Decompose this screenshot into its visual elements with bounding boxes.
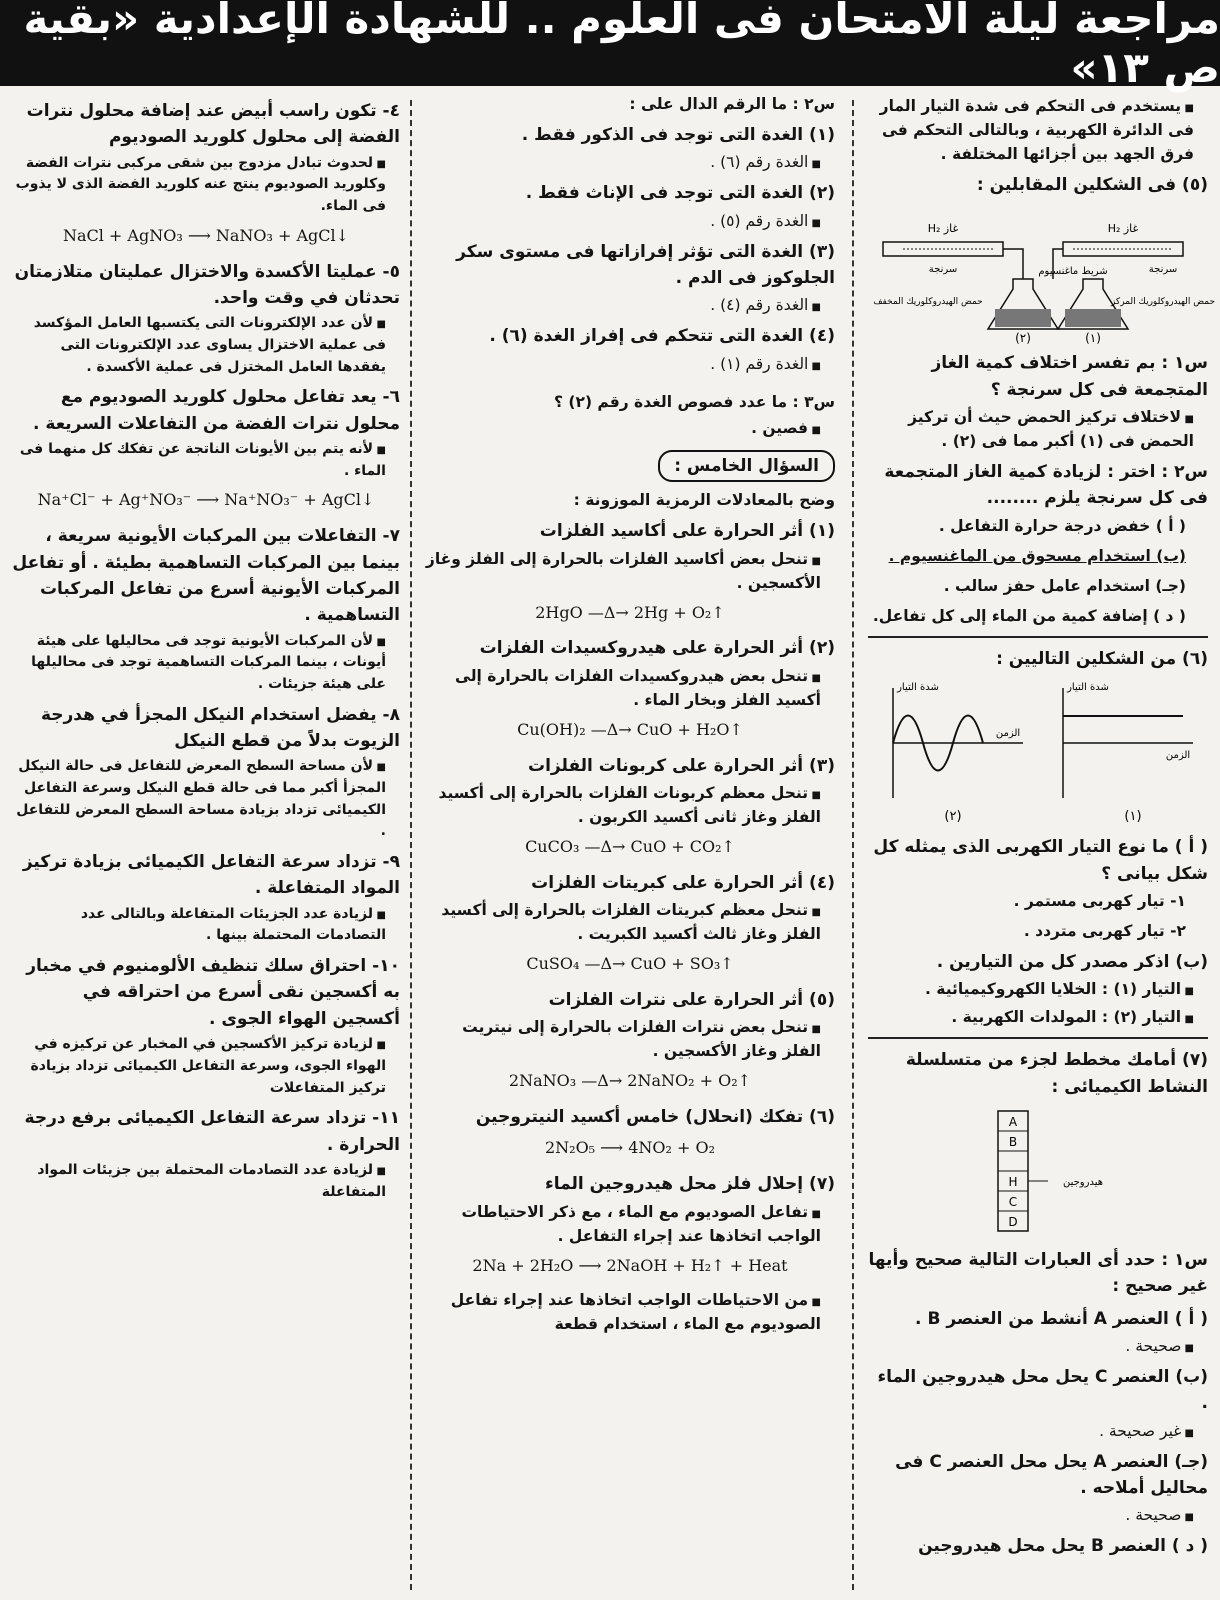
q5-s2-question: س٢ : اختر : لزيادة كمية الغاز المتجمعة فى كل سرنجة يلزم ........ bbox=[884, 462, 1208, 509]
q6a-answer: ١- تيار كهربى مستمر . bbox=[1013, 891, 1186, 910]
q7-item-answer: ■ صحيحة . bbox=[868, 1503, 1194, 1527]
fifth-item-title: (٣) أثر الحرارة على كربونات الفلزات bbox=[528, 755, 835, 776]
fifth-item-title: (٧) إحلال فلز محل هيدروجين الماء bbox=[545, 1174, 835, 1195]
q6b-answer: ■ التيار (٢) : المولدات الكهربية . bbox=[868, 1005, 1194, 1029]
fifth-item bbox=[425, 518, 835, 625]
s2-item-question: (٢) الغدة التى توجد فى الإناث فقط . bbox=[525, 183, 835, 204]
right-column bbox=[868, 92, 1216, 1592]
s2-question: س٢ : ما الرقم الدال على : bbox=[629, 95, 835, 113]
q7-item-question: ( أ ) العنصر A أنشط من العنصر B . bbox=[915, 1308, 1208, 1329]
s2-item-question: (٣) الغدة التى تؤثر إفرازاتها فى مستوى سكر الجلوكوز فى الدم . bbox=[456, 241, 835, 289]
q7-item-question: ( د ) العنصر B يحل محل هيدروجين bbox=[918, 1536, 1208, 1557]
middle-column bbox=[425, 92, 835, 1592]
reason-title: ٥- عمليتا الأكسدة والاختزال عمليتان متلازمتان تحدثان في وقت واحد. bbox=[14, 261, 400, 308]
activity-series-figure bbox=[938, 1106, 1138, 1241]
s2-item-answer: ■ الغدة رقم (٤) . bbox=[425, 293, 821, 317]
hydrogen-label: هيدروجين bbox=[1062, 1176, 1104, 1188]
fifth-item bbox=[425, 987, 835, 1094]
fifth-item-equation: CuSO₄ —Δ→ CuO + SO₃↑ bbox=[526, 954, 734, 974]
fifth-item-desc: ■ تفاعل الصوديوم مع الماء ، مع ذكر الاحتياطات الواجب اتخاذها عند إجراء التفاعل . bbox=[425, 1200, 821, 1248]
content-columns bbox=[0, 92, 1220, 1592]
q7-s1-question: س١ : حدد أى العبارات التالية صحيح وأيها غير صحيح : bbox=[868, 1249, 1208, 1297]
reason-title: ١٠- احتراق سلك تنظيف الألومنيوم في مخبار به أكسجين نقى أسرع من احتراقه في أكسجين الهواء الجوى . bbox=[26, 956, 400, 1029]
fifth-item-title: (٥) أثر الحرارة على نترات الفلزات bbox=[548, 989, 835, 1010]
fifth-item bbox=[425, 870, 835, 977]
fifth-item-equation: 2N₂O₅ ⟶ 4NO₂ + O₂ bbox=[544, 1138, 716, 1158]
fifth-item bbox=[425, 1104, 835, 1161]
fig5-label-2: (٢) bbox=[1015, 331, 1031, 346]
s3-answer: ■ فصين . bbox=[425, 416, 821, 440]
s2-item-answer: ■ الغدة رقم (٥) . bbox=[425, 209, 821, 233]
fifth-item-title: (٢) أثر الحرارة على هيدروكسيدات الفلزات bbox=[479, 638, 835, 659]
fig5-label-1: (١) bbox=[1085, 331, 1101, 346]
fifth-question-heading: السؤال الخامس : bbox=[658, 450, 835, 482]
fifth-item-equation: CuCO₃ —Δ→ CuO + CO₂↑ bbox=[525, 836, 735, 856]
column-divider bbox=[852, 100, 854, 1590]
fifth-item-desc: ■ تنحل بعض أكاسيد الفلزات بالحرارة إلى الفلز وغاز الأكسجين . bbox=[425, 547, 821, 595]
fig5-acid-right: حمض الهيدروكلوريك المركز bbox=[1110, 297, 1216, 308]
reason-title: ٩- تزداد سرعة التفاعل الكيميائى بزيادة تركيز المواد المتفاعلة . bbox=[22, 852, 400, 899]
reason-desc: ■ لحدوث تبادل مزدوج بين شقى مركبى نترات الفضة وكلوريد الصوديوم ينتج عنه كلوريد الفضة الذى لا يذوب فى الماء. bbox=[12, 153, 386, 218]
q7-item-question: (ب) العنصر C يحل محل هيدروجين الماء . bbox=[877, 1367, 1208, 1414]
reason-item bbox=[12, 1105, 400, 1203]
fifth-item bbox=[425, 635, 835, 742]
q6a-question: ( أ ) ما نوع التيار الكهربى الذى يمثله كل شكل بيانى ؟ bbox=[873, 837, 1208, 884]
series-cell: C bbox=[1008, 1194, 1018, 1209]
q7-title: (٧) أمامك مخطط لجزء من متسلسلة النشاط الكيميائى : bbox=[905, 1050, 1208, 1097]
fig6-ylabel-1: شدة التيار bbox=[1067, 682, 1109, 694]
fig6-ylabel-2: شدة التيار bbox=[897, 682, 939, 694]
fig6-xlabel-1: الزمن bbox=[1165, 750, 1191, 762]
fig6-xlabel-2: الزمن bbox=[995, 728, 1021, 740]
s2-item-answer: ■ الغدة رقم (٦) . bbox=[425, 150, 821, 174]
reason-title: ٤- تكون راسب أبيض عند إضافة محلول نترات الفضة إلى محلول كلوريد الصوديوم bbox=[26, 101, 400, 148]
fifth-item bbox=[425, 1171, 835, 1278]
column-divider bbox=[410, 100, 412, 1590]
reason-title: ٧- التفاعلات بين المركبات الأيونية سريعة ، بينما بين المركبات التساهمية بطيئة . أو تفاعل المركبات الأيونية أسرع من تفاعل المركبات التساهمية . bbox=[12, 526, 400, 626]
fig6-label-2: (٢) bbox=[944, 809, 962, 825]
series-cell: B bbox=[1008, 1134, 1018, 1149]
q6-title: (٦) من الشكلين التاليين : bbox=[996, 648, 1208, 669]
separator bbox=[868, 636, 1208, 638]
reason-desc: ■ لزيادة عدد الجزيئات المتفاعلة وبالتالى عدد التصادمات المحتملة بينها . bbox=[12, 904, 386, 947]
q5-s2-option: (ب) استخدام مسحوق من الماغنسيوم . bbox=[888, 546, 1186, 565]
reason-item bbox=[12, 702, 400, 843]
reason-item bbox=[12, 259, 400, 379]
q6b-answer: ■ التيار (١) : الخلايا الكهروكيميائية . bbox=[868, 977, 1194, 1001]
fig5-gas-right: غاز H₂ bbox=[1107, 222, 1139, 236]
series-cell: D bbox=[1008, 1214, 1018, 1229]
fifth-item-desc: ■ تنحل بعض نترات الفلزات بالحرارة إلى نيتريت الفلز وغاز الأكسجين . bbox=[425, 1015, 821, 1063]
reason-desc: ■ لأن المركبات الأيونية توجد فى محاليلها على هيئة أيونات ، بينما المركبات التساهمية توجد فى محاليلها على هيئة جزيئات . bbox=[12, 631, 386, 696]
fifth-item-desc: ■ تنحل معظم كبريتات الفلزات بالحرارة إلى أكسيد الفلز وغاز ثالث أكسيد الكبريت . bbox=[425, 898, 821, 946]
reason-title: ٦- يعد تفاعل محلول كلوريد الصوديوم مع محلول نترات الفضة من التفاعلات السريعة . bbox=[33, 387, 400, 434]
q5-s1-question: س١ : بم تفسر اختلاف كمية الغاز المتجمعة فى كل سرنجة ؟ bbox=[931, 353, 1208, 400]
fig5-acid-left: حمض الهيدروكلوريك المخفف bbox=[873, 297, 983, 308]
reason-title: ٨- يفضل استخدام النيكل المجزأ في هدرجة الزيوت بدلاً من قطع النيكل bbox=[40, 704, 400, 751]
fig5-gas-left: غاز H₂ bbox=[927, 222, 959, 236]
s2-item-question: (٤) الغدة التى تتحكم فى إفراز الغدة (٦) . bbox=[489, 326, 835, 347]
fig5-syringe-right: سرنجة bbox=[1148, 264, 1178, 276]
reason-item bbox=[12, 953, 400, 1099]
q5-s2-option: ( د ) إضافة كمية من الماء إلى كل تفاعل. bbox=[872, 606, 1186, 625]
q5-s1-answer: ■ لاختلاف تركيز الحمض حيث أن تركيز الحمض فى (١) أكبر مما فى (٢) . bbox=[868, 405, 1194, 453]
reason-item bbox=[12, 98, 400, 249]
fifth-item-desc: ■ تنحل بعض هيدروكسيدات الفلزات بالحرارة إلى أكسيد الفلز وبخار الماء . bbox=[425, 664, 821, 712]
reason-desc: ■ لأن عدد الإلكترونات التى يكتسبها العامل المؤكسد فى عملية الاختزال يساوى عدد الإلكترونات التى يفقدها العامل المختزل فى عملية الأكسدة . bbox=[12, 313, 386, 378]
syringe-flasks-figure bbox=[873, 204, 1216, 346]
fifth-item-equation: 2Na + 2H₂O ⟶ 2NaOH + H₂↑ + Heat bbox=[472, 1255, 788, 1275]
series-cell: H bbox=[1008, 1174, 1018, 1189]
fig6-label-1: (١) bbox=[1124, 809, 1142, 825]
reason-item bbox=[12, 523, 400, 695]
intro-bullet: ■ يستخدم فى التحكم فى شدة التيار المار فى الدائرة الكهربية ، وبالتالى التحكم فى فرق الجهد بين أجزائها المختلفة . bbox=[868, 94, 1194, 166]
left-column bbox=[12, 92, 400, 1592]
fig5-syringe-left: سرنجة bbox=[928, 264, 958, 276]
fifth-item-title: (١) أثر الحرارة على أكاسيد الفلزات bbox=[539, 521, 835, 542]
q6a-answer: ٢- تيار كهربى متردد . bbox=[1023, 921, 1186, 940]
reason-desc: ■ لزيادة تركيز الأكسجين في المخبار عن تركيزه في الهواء الجوى، وسرعة التفاعل الكيميائى تزداد بزيادة تركيز المتفاعلات bbox=[12, 1034, 386, 1099]
reason-desc: ■ لأنه يتم بين الأيونات الناتجة عن تفكك كل منهما فى الماء . bbox=[12, 439, 386, 482]
reason-desc: ■ لزيادة عدد التصادمات المحتملة بين جزيئات المواد المتفاعلة bbox=[12, 1160, 386, 1203]
page-banner bbox=[0, 0, 1220, 92]
fifth-item-equation: 2NaNO₃ —Δ→ 2NaNO₂ + O₂↑ bbox=[508, 1071, 752, 1091]
series-cell: A bbox=[1008, 1114, 1018, 1129]
q7-item-question: (جـ) العنصر A يحل محل العنصر C فى محاليل أملاحه . bbox=[895, 1451, 1208, 1499]
q5-title: (٥) فى الشكلين المقابلين : bbox=[976, 175, 1208, 196]
s3-question: س٣ : ما عدد فصوص الغدة رقم (٢) ؟ bbox=[554, 392, 835, 411]
separator bbox=[868, 1037, 1208, 1039]
fifth-intro: وضح بالمعادلات الرمزية الموزونة : bbox=[573, 491, 835, 510]
q7-item-answer: ■ غير صحيحة . bbox=[868, 1419, 1194, 1443]
fifth-tail: ■ من الاحتياطات الواجب اتخاذها عند إجراء تفاعل الصوديوم مع الماء ، استخدام قطعة bbox=[425, 1288, 821, 1336]
reason-title: ١١- تزداد سرعة التفاعل الكيميائى برفع درجة الحرارة . bbox=[24, 1108, 400, 1155]
s2-item-answer: ■ الغدة رقم (١) . bbox=[425, 352, 821, 376]
fig5-ribbon: شريط ماغنسيوم bbox=[1038, 266, 1108, 278]
fifth-item-desc: ■ تنحل معظم كربونات الفلزات بالحرارة إلى أكسيد الفلز وغاز ثانى أكسيد الكربون . bbox=[425, 781, 821, 829]
fifth-item-equation: Cu(OH)₂ —Δ→ CuO + H₂O↑ bbox=[517, 719, 743, 739]
q7-item-answer: ■ صحيحة . bbox=[868, 1334, 1194, 1358]
fifth-item-equation: 2HgO —Δ→ 2Hg + O₂↑ bbox=[535, 602, 725, 622]
banner-title: مراجعة ليلة الامتحان فى العلوم .. للشهادة الإعدادية «بقية ص ١٣» bbox=[23, 0, 1220, 92]
fifth-item-title: (٦) تفكك (انحلال) خامس أكسيد النيتروجين bbox=[475, 1107, 835, 1128]
s2-item-question: (١) الغدة التى توجد فى الذكور فقط . bbox=[521, 125, 835, 146]
reason-item bbox=[12, 849, 400, 947]
fifth-item bbox=[425, 753, 835, 860]
current-graphs-figure bbox=[873, 678, 1203, 828]
reason-desc: ■ لأن مساحة السطح المعرض للتفاعل فى حالة النيكل المجزأ أكبر مما فى حالة قطع النيكل وسرعة التفاعل الكيميائى تزداد بزيادة مساحة السطح المعرض للتفاعل . bbox=[12, 756, 386, 843]
reason-equation: Na⁺Cl⁻ + Ag⁺NO₃⁻ ⟶ Na⁺NO₃⁻ + AgCl↓ bbox=[37, 490, 375, 510]
q6b-question: (ب) اذكر مصدر كل من التيارين . bbox=[936, 951, 1208, 972]
reason-equation: NaCl + AgNO₃ ⟶ NaNO₃ + AgCl↓ bbox=[62, 225, 350, 245]
q5-s2-option: ( أ ) خفض درجة حرارة التفاعل . bbox=[938, 516, 1186, 535]
reason-item bbox=[12, 384, 400, 513]
fifth-item-title: (٤) أثر الحرارة على كبريتات الفلزات bbox=[531, 872, 835, 893]
q5-s2-option: (جـ) استخدام عامل حفز سالب . bbox=[943, 576, 1186, 595]
